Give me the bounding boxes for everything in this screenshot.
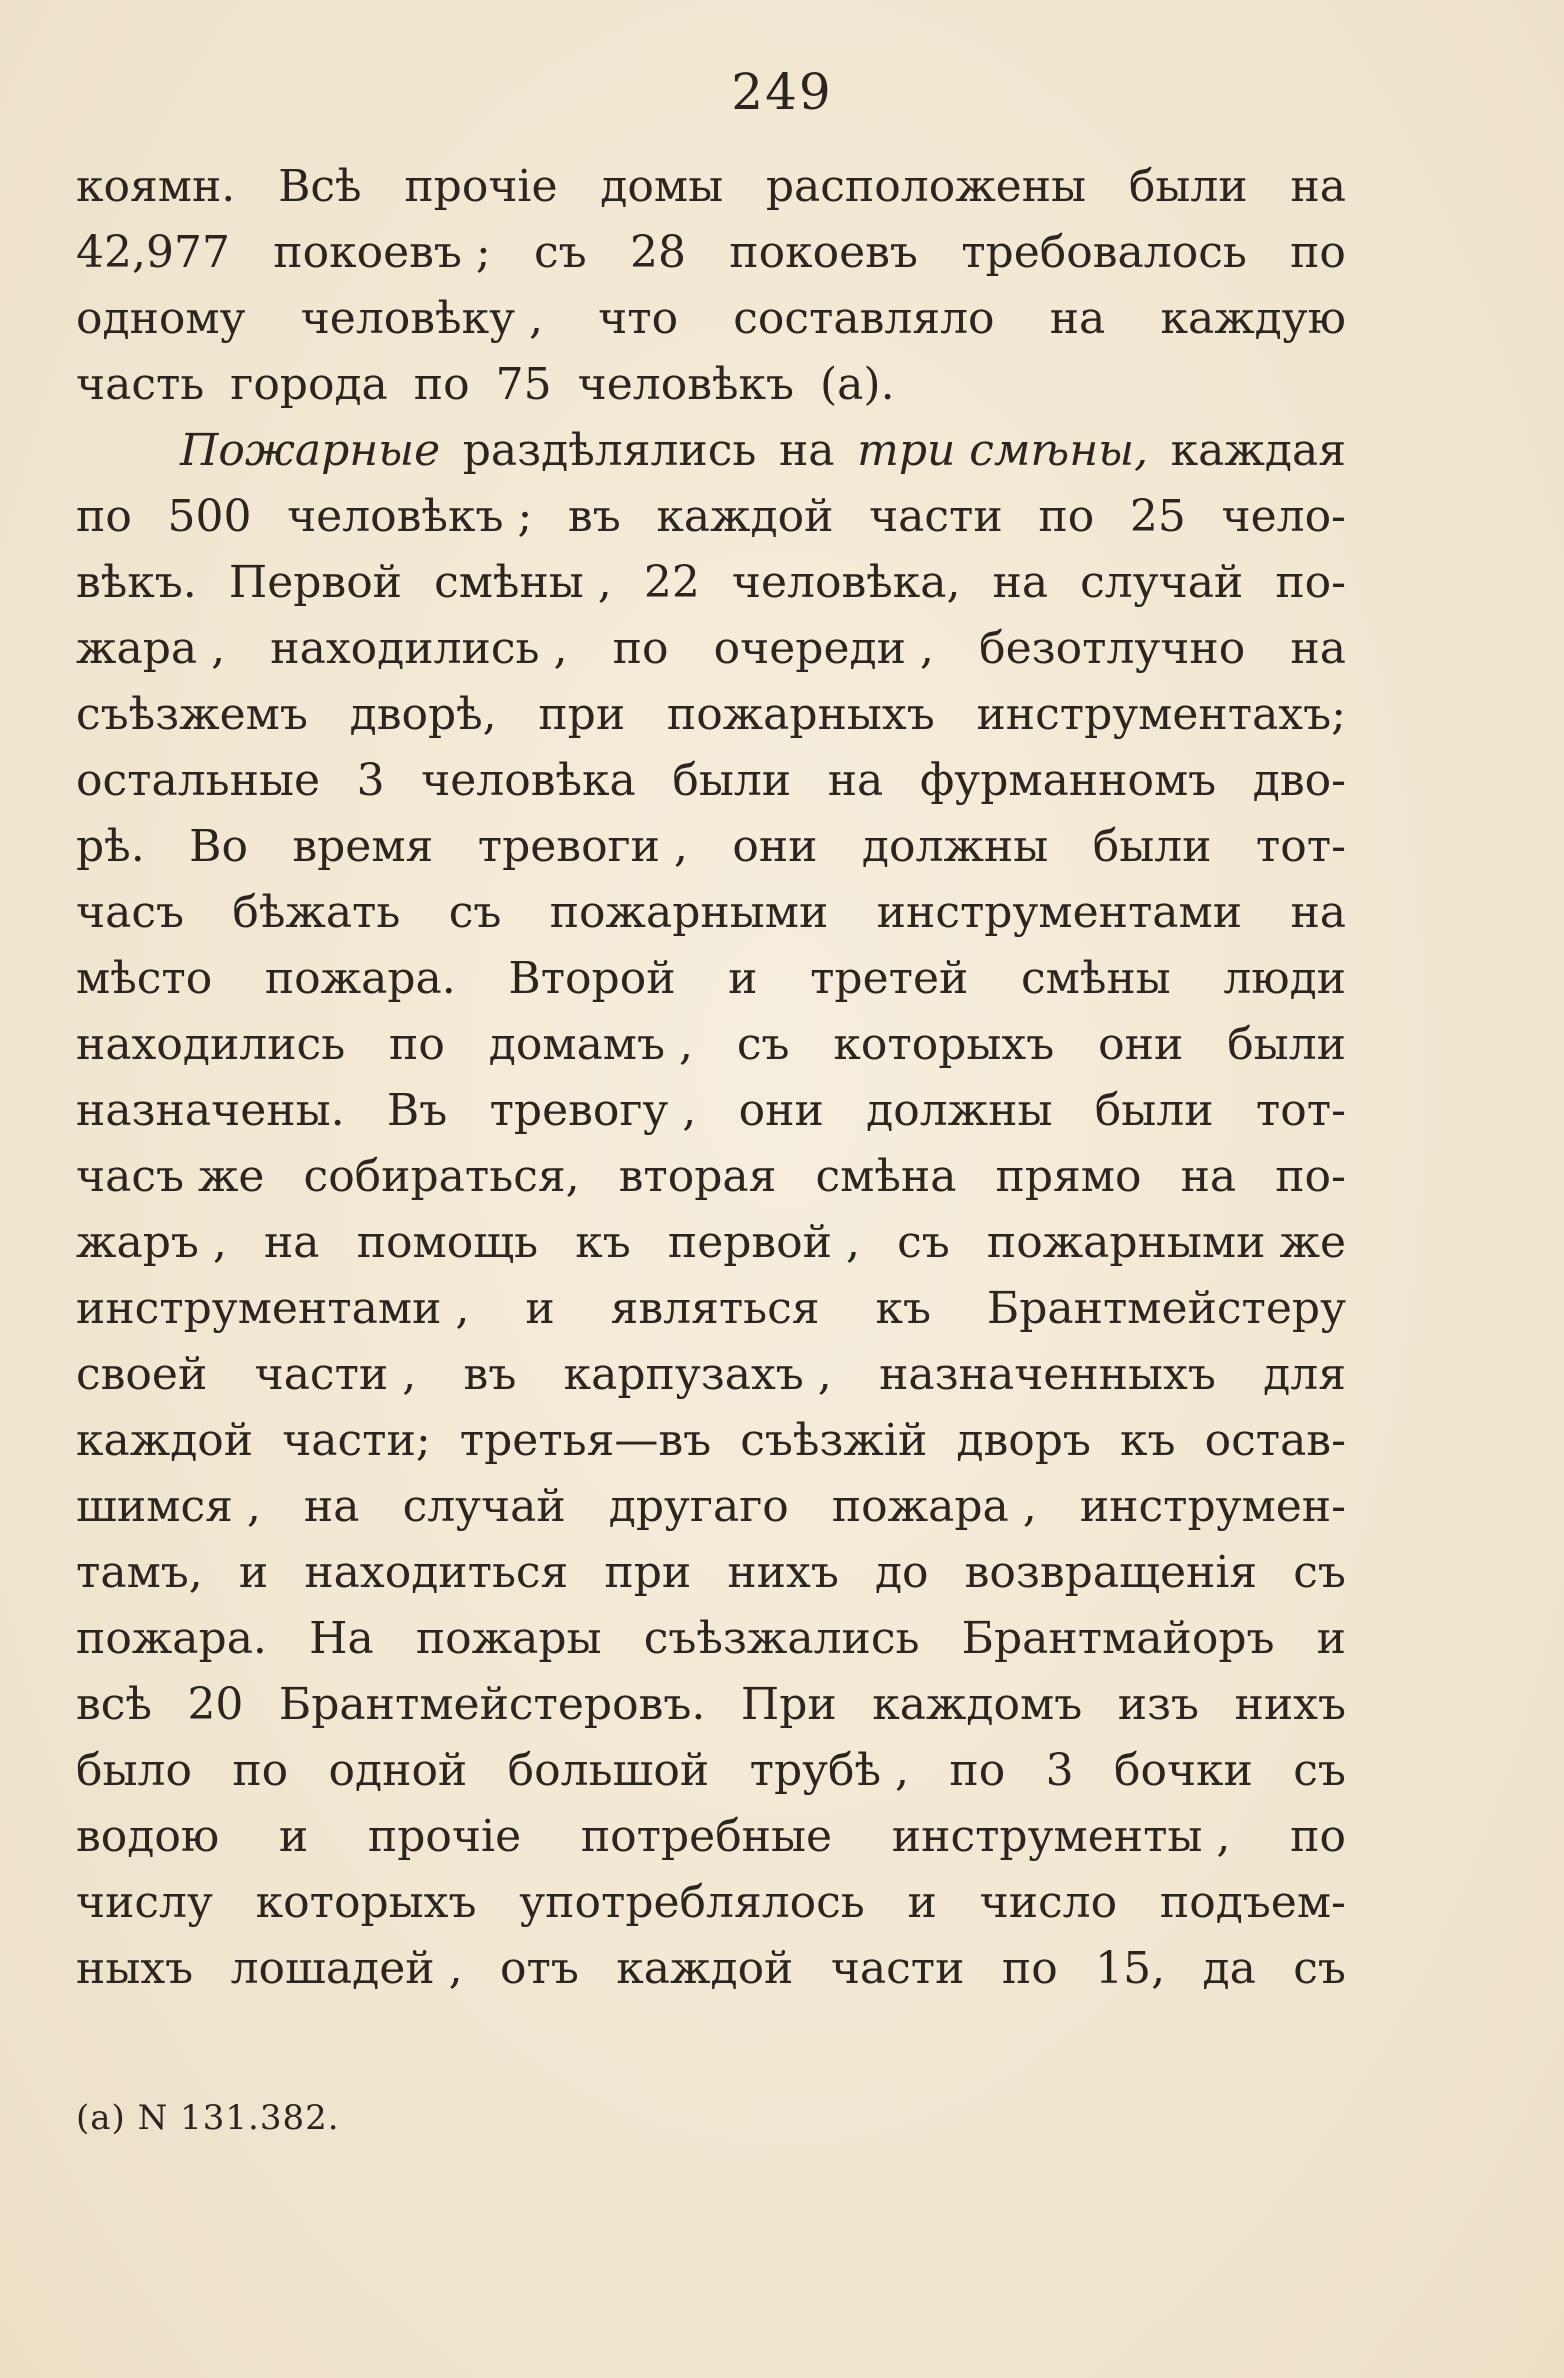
word: и [238,1547,269,1598]
word: пожара , [831,1481,1037,1532]
text-line [76,220,1346,286]
word: по [389,1019,445,1070]
word: прочіе [404,161,558,212]
word: съ [448,887,502,938]
text-line [76,418,1346,484]
word: время [292,821,434,872]
word: смѣны [1020,953,1171,1004]
word: трубѣ , [749,1745,910,1796]
word: части , [254,1349,417,1400]
text-line [76,1540,1346,1606]
word: часъ же [76,1151,265,1202]
word: часть [76,359,205,410]
word: Брантмайоръ [961,1613,1275,1664]
word: раздѣлялись [462,425,757,476]
word: число [979,1877,1118,1928]
word: по [76,491,132,542]
word: дво- [1252,755,1346,806]
word: домы [600,161,724,212]
text-line [76,1804,1346,1870]
text-line [76,550,1346,616]
word: составляло [733,293,995,344]
word: пожарными [549,887,829,938]
word: Первой [228,557,403,608]
word: въ [567,491,621,542]
word: Во [189,821,248,872]
word: должны [861,821,1049,872]
word: которыхъ [833,1019,1055,1070]
word: человѣкъ ; [287,491,533,542]
word: съ [534,227,587,278]
word: Въ [386,1085,448,1136]
word: 42,977 [76,227,230,278]
word: что [598,293,679,344]
word: находились , [270,623,568,674]
word: города [230,359,388,410]
word: остальные [76,755,320,806]
text-line [76,748,1346,814]
word: они [732,821,818,872]
word: и [525,1283,555,1334]
word: смѣна [815,1151,957,1202]
word: чело- [1221,491,1346,542]
word: 3 [1045,1745,1074,1796]
word: инструментами , [76,1283,470,1334]
word: возвращенія [964,1547,1258,1598]
word: тревогу , [489,1085,697,1136]
word: смѣны , [434,557,612,608]
word: по [1290,1811,1346,1862]
page-number: 249 [731,63,833,121]
word: на [1049,293,1106,344]
word: 500 [167,491,252,542]
word: нихъ [727,1547,839,1598]
word: покоевъ [729,227,918,278]
word: прямо [995,1151,1142,1202]
word: къ [1120,1415,1176,1466]
word: должны [866,1085,1053,1136]
text-line [76,1408,1346,1474]
word: человѣкъ [577,359,794,410]
word: и [907,1877,937,1928]
word: части [869,491,1003,542]
word: пожара. [264,953,456,1004]
word: помощь [356,1217,539,1268]
text-line [76,946,1346,1012]
word: 75 [495,359,552,410]
word: на [1180,1151,1237,1202]
word: подъем- [1159,1877,1346,1928]
word: первой , [667,1217,860,1268]
word: третей [810,953,969,1004]
word: были [1092,821,1212,872]
word: покоевъ ; [273,227,491,278]
word: назначены. [76,1085,345,1136]
text-line [76,814,1346,880]
word: на [263,1217,320,1268]
word: къ [575,1217,631,1268]
word: для [1263,1349,1346,1400]
word: по [612,623,669,674]
text-line [76,880,1346,946]
word: съ [897,1217,950,1268]
word: бочки [1113,1745,1253,1796]
word: лошадей , [230,1943,463,1994]
text-line [76,1936,1346,2002]
word: при [604,1547,692,1598]
word: фурманномъ [919,755,1217,806]
word: по- [1275,557,1346,608]
word: Второй [508,953,676,1004]
word: съ [736,1019,790,1070]
word: третья—въ [459,1415,712,1466]
word: всѣ [76,1679,152,1730]
text-line [76,286,1346,352]
text-line [76,1078,1346,1144]
word: дворъ [956,1415,1091,1466]
word: карпузахъ , [563,1349,832,1400]
text-line [76,352,1346,418]
word: тот- [1255,1085,1346,1136]
word: 20 [187,1679,244,1730]
word: они [738,1085,824,1136]
word: на [1290,887,1346,938]
word: ныхъ [76,1943,194,1994]
word: инструментами [876,887,1243,938]
text-line [76,1738,1346,1804]
word: съѣзжемъ [76,689,308,740]
word: собираться, [303,1151,580,1202]
word: жара , [76,623,226,674]
word: Брантмейстеровъ. [278,1679,706,1730]
word: очереди , [713,623,934,674]
word: вторая [618,1151,777,1202]
word: другаго [608,1481,789,1532]
word: каждой [76,1415,254,1466]
word: съ [1293,1547,1346,1598]
word: Брантмейстеру [986,1283,1346,1334]
word: нихъ [1234,1679,1346,1730]
word: пожара. [76,1613,267,1664]
footnote: (а) N 131.382. [76,2098,340,2138]
word: изъ [1117,1679,1200,1730]
word: пожары [415,1613,602,1664]
word: человѣку , [300,293,543,344]
word: на [827,755,884,806]
word: большой [507,1745,710,1796]
text-line [76,484,1346,550]
word: части; [282,1415,431,1466]
word: до [874,1547,929,1598]
word: одному [76,293,246,344]
word: жаръ , [76,1217,227,1268]
text-line [76,1870,1346,1936]
word: тамъ, [76,1547,203,1598]
word: и [1316,1613,1346,1664]
word: которыхъ [255,1877,477,1928]
word: бѣжать [232,887,401,938]
word: часъ [76,887,184,938]
word: да [1202,1943,1256,1994]
word: каждая [1170,425,1346,476]
text-line [76,682,1346,748]
word: вѣкъ. [76,557,197,608]
word: случай [1080,557,1244,608]
word: тот- [1255,821,1346,872]
word: въ [463,1349,517,1400]
word: являться [610,1283,820,1334]
word: Всѣ [278,161,362,212]
word: были [672,755,792,806]
word: пожарныхъ [666,689,935,740]
word: потребные [580,1811,833,1862]
word: на [1290,161,1346,212]
word: были [1094,1085,1214,1136]
word: по [413,359,470,410]
text-line [76,1276,1346,1342]
text-line [76,154,1346,220]
word: по- [1275,1151,1346,1202]
text-line [76,1144,1346,1210]
text-line [76,1210,1346,1276]
text-line [76,1474,1346,1540]
word: При [740,1679,837,1730]
word: по [1290,227,1346,278]
word: были [1128,161,1248,212]
word: они [1098,1019,1184,1070]
word: безотлучно [979,623,1246,674]
word: съѣзжались [643,1613,920,1664]
word: части [830,1943,965,1994]
word: коямн. [76,161,236,212]
word: при [538,689,626,740]
word: были [1227,1019,1346,1070]
word: требовалось [961,227,1247,278]
word: Пожарные [180,425,441,476]
word: на [992,557,1049,608]
text-line [76,616,1346,682]
word: каждой [656,491,834,542]
word: 15, [1095,1943,1166,1994]
word: 28 [629,227,686,278]
word: назначенныхъ [879,1349,1216,1400]
word: (а). [820,359,895,410]
word: инструменты , [891,1811,1231,1862]
word: съѣзжій [740,1415,928,1466]
word: инструмен- [1079,1481,1346,1532]
word: тревоги , [477,821,688,872]
text-line [76,1342,1346,1408]
word: по [1038,491,1095,542]
word: 3 [356,755,385,806]
word: каждой [616,1943,794,1994]
word: по [232,1745,289,1796]
word: человѣка, [731,557,961,608]
word: своей [76,1349,208,1400]
word: шимся , [76,1481,261,1532]
word: водою [76,1811,220,1862]
word: расположены [765,161,1087,212]
word: одной [328,1745,468,1796]
word: было [76,1745,192,1796]
word: къ [875,1283,931,1334]
word: люди [1223,953,1346,1004]
word: остав- [1204,1415,1346,1466]
text-line [76,1672,1346,1738]
word: три смѣны, [857,425,1149,476]
word: съ [1293,1745,1346,1796]
word: рѣ. [76,821,145,872]
word: и [278,1811,309,1862]
word: съ [1293,1943,1346,1994]
word: употреблялось [519,1877,865,1928]
word: человѣка [421,755,636,806]
body-text [76,154,1346,2002]
word: каждую [1160,293,1346,344]
word: отъ [500,1943,579,1994]
word: 25 [1129,491,1186,542]
word: числу [76,1877,213,1928]
text-line [76,1606,1346,1672]
word: находиться [304,1547,569,1598]
word: находились [76,1019,346,1070]
word: прочіе [367,1811,522,1862]
word: мѣсто [76,953,213,1004]
word: пожарными же [986,1217,1346,1268]
word: дворѣ, [349,689,497,740]
word: 22 [643,557,700,608]
word: инструментахъ; [976,689,1346,740]
word: по [949,1745,1006,1796]
word: На [309,1613,374,1664]
word: каждомъ [872,1679,1083,1730]
word: на [303,1481,360,1532]
word: случай [402,1481,566,1532]
word: на [778,425,835,476]
word: на [1290,623,1346,674]
text-line [76,1012,1346,1078]
word: домамъ , [488,1019,693,1070]
word: и [728,953,758,1004]
word: по [1001,1943,1058,1994]
